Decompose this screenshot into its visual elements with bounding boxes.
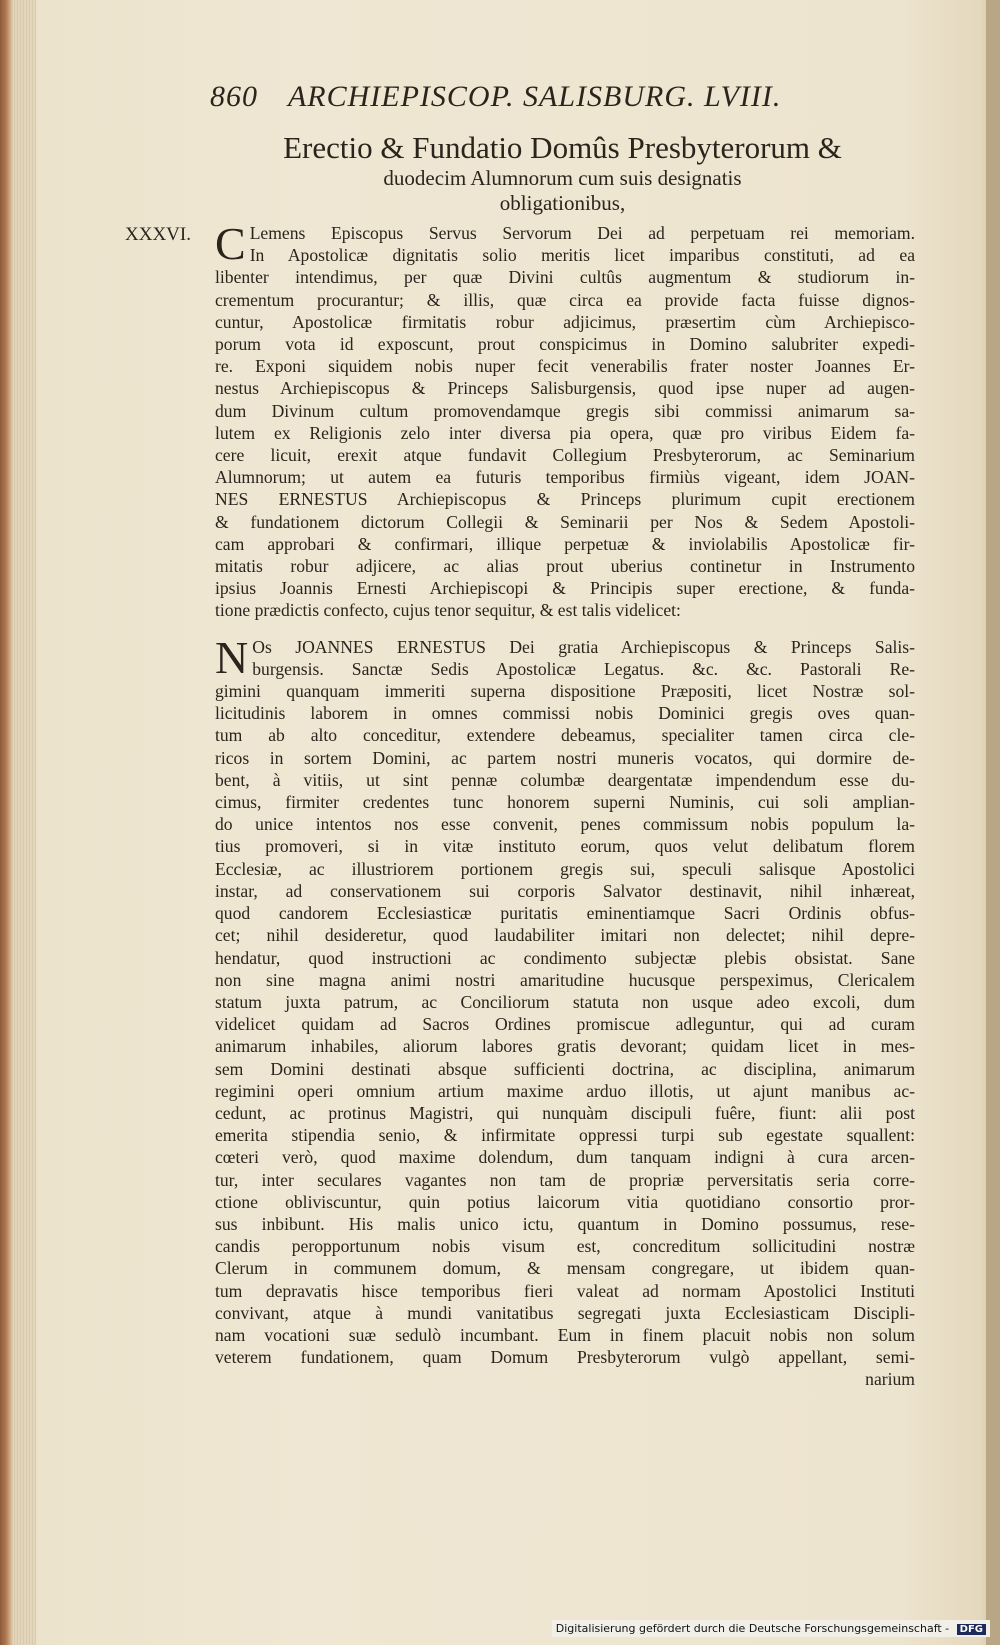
text-line: bent, à vitiis, ut sint pennæ columbæ deargentatæ impendendum esse du-: [215, 769, 915, 790]
text-line: mitatis robur adjicere, ac alias prout uberius continetur in Instrumento: [215, 556, 915, 577]
title-line-2: duodecim Alumnorum cum suis designatis: [383, 166, 742, 190]
text-line: burgensis. Sanctæ Sedis Apostolicæ Legatus. &c. &c. Pastorali Re-: [252, 658, 915, 679]
text-line: tum depravatis hisce temporibus fieri valeat ad normam Apostolici Instituti: [215, 1280, 915, 1301]
text-line: cuntur, Apostolicæ firmitatis robur adjicimus, præsertim cùm Archiepisco-: [215, 311, 915, 332]
text-line: non sine magna animi nostri amaritudine hucusque perspeximus, Clericalem: [215, 969, 915, 990]
text-line: gimini quanquam immeriti superna dispositione Præpositi, licet Nostræ sol-: [215, 681, 915, 702]
text-line: ricos in sortem Domini, ac partem nostri muneris vocatos, qui dormire de-: [215, 747, 915, 768]
text-line: Ecclesiæ, ac illustriorem portionem gregis sui, speculi salisque Apostolici: [215, 858, 915, 879]
text-line: Clerum in communem domum, & mensam congregare, ut ibidem quan-: [215, 1258, 915, 1279]
running-title: ARCHIEPISCOP. SALISBURG. LVIII.: [287, 80, 782, 113]
text-line: quod candorem Ecclesiasticæ puritatis eminentiamque Sacri Ordinis obfus-: [215, 903, 915, 924]
text-line: cam approbari & confirmari, illique perpetuæ & inviolabilis Apostolicæ fir-: [215, 533, 915, 554]
text-line: re. Exponi siquidem nobis nuper fecit venerabilis frater noster Joannes Er-: [215, 356, 915, 377]
text-line: cet; nihil desideretur, quod laudabiliter imitari non delectet; nihil depre-: [215, 925, 915, 946]
book-page-edges: [14, 0, 36, 1645]
text-line: NES ERNESTUS Archiepiscopus & Princeps plurimum cupit erectionem: [215, 489, 915, 510]
text-line: dum Divinum cultum promovendamque gregis sibi commissi animarum sa-: [215, 400, 915, 421]
credit-text: Digitalisierung gefördert durch die Deutsche Forschungsgemeinschaft -: [555, 1622, 950, 1635]
text-line: In Apostolicæ dignitatis solio meritis licet imparibus constituti, ad ea: [249, 245, 915, 266]
text-line: cere licuit, erexit atque fundavit Collegium Presbyterorum, ac Seminarium: [215, 445, 915, 466]
digitization-credit: [552, 1620, 990, 1637]
text-line: candis peropportunum nobis visum est, concreditum sollicitudini nostræ: [215, 1236, 915, 1257]
text-line: ipsius Joannis Ernesti Archiepiscopi & Principis super erectione, & funda-: [215, 578, 915, 599]
text-line: Lemens Episcopus Servus Servorum Dei ad perpetuam rei memoriam.: [249, 223, 915, 243]
text-line: tione prædictis confecto, cujus tenor sequitur, & est talis videlicet:: [215, 600, 681, 621]
text-line: nam vocationi suæ sedulò incumbant. Eum in finem placuit nobis non solum: [215, 1324, 915, 1345]
text-line: Os JOANNES ERNESTUS Dei gratia Archiepiscopus & Princeps Salis-: [252, 636, 915, 657]
text-line: & fundationem dictorum Collegii & Seminarii per Nos & Sedem Apostoli-: [215, 511, 915, 532]
running-head: [210, 80, 915, 122]
dfg-logo: DFG: [957, 1624, 986, 1635]
text-line: ctione obliviscuntur, quin potius laicorum vitia quotidiano consortio pror-: [215, 1191, 915, 1212]
text-line: statum juxta patrum, ac Conciliorum statuta non usque adeo excoli, dum: [215, 991, 915, 1012]
title-line-3: obligationibus,: [499, 191, 626, 215]
text-line: veterem fundationem, quam Domum Presbyterorum vulgò appellant, semi-: [215, 1347, 915, 1368]
catchword: narium: [865, 1369, 915, 1390]
text-line: porum vota id exposcunt, prout conspicimus in Domino salubriter expedi-: [215, 334, 915, 355]
text-line: hendatur, quod instructioni ac condimento subjectæ plebis obsistat. Sane: [215, 947, 915, 968]
text-line: cimus, firmiter credentes tunc honorem superni Numinis, cui soli amplian-: [215, 792, 915, 813]
text-line: tius promoveri, si in vitæ instituto eorum, quos velut delibatum florem: [215, 836, 915, 857]
book-right-edge: [986, 0, 1000, 1645]
text-line: licitudinis laborem in omnes commissi nobis Dominici gregis oves quan-: [215, 703, 915, 724]
text-line: Alumnorum; ut autem ea futuris temporibus firmiùs vigeant, idem JOAN-: [215, 467, 915, 488]
section-xxxvi: [125, 218, 915, 1391]
text-line: emerita stipendia senio, & infirmitate oppressi turpi sub egestate squallent:: [215, 1125, 915, 1146]
text-line: crementum procurantur; & illis, quæ circa ea provide facta fuisse dignos-: [215, 289, 915, 310]
text-line: sus inbibunt. His malis unico ictu, quantum in Domino possumus, rese-: [215, 1213, 915, 1234]
page-content: [125, 80, 915, 1391]
section-numeral: XXXVI.: [125, 224, 191, 245]
drop-cap: N: [215, 631, 249, 683]
text-line: do unice intentos nos esse convenit, penes commissum nobis populum la-: [215, 814, 915, 835]
text-line: regimini operi omnium artium maxime arduo illotis, ut ajunt manibus ac-: [215, 1080, 915, 1101]
text-line: libenter intendimus, per quæ Divini cultûs augmentum & studiorum in-: [215, 267, 915, 288]
text-line: lutem ex Religionis zelo inter diversa pia opera, quæ pro viribus Eidem fa-: [215, 422, 915, 443]
text-line: videlicet quidam ad Sacros Ordines promiscue adleguntur, qui ad curam: [215, 1014, 915, 1035]
text-line: sem Domini destinati absque sufficienti doctrina, ac disciplina, animarum: [215, 1058, 915, 1079]
text-line: cœteri verò, quod maxime dolendum, dum tanquam indigni à cura arcen-: [215, 1147, 915, 1168]
drop-cap: C: [215, 218, 246, 269]
page-number: 860: [210, 80, 258, 113]
title-line-1: Erectio & Fundatio Domûs Presbyterorum &: [283, 130, 842, 165]
text-line: convivant, atque à mundi vanitatibus segregati juxta Ecclesiasticam Discipli-: [215, 1302, 915, 1323]
paragraph-bull: [215, 218, 915, 622]
text-line: nestus Archiepiscopus & Princeps Salisburgensis, quod ipse nuper ad augen-: [215, 378, 915, 399]
text-line: instar, ad conservationem sui corporis Salvator destinavit, nihil inhæreat,: [215, 880, 915, 901]
text-line: tum ab alto conceditur, extendere debeamus, specialiter tamen circa cle-: [215, 725, 915, 746]
text-line: cedunt, ac protinus Magistri, qui nunquàm discipuli fuêre, fiunt: alii post: [215, 1102, 915, 1123]
paragraph-instrument: [215, 631, 915, 1369]
text-line: tur, inter seculares vagantes non tam de propriæ perversitatis seria corre-: [215, 1169, 915, 1190]
text-line: animarum inhabiles, aliorum labores gratis devorant; quidam licet in mes-: [215, 1036, 915, 1057]
